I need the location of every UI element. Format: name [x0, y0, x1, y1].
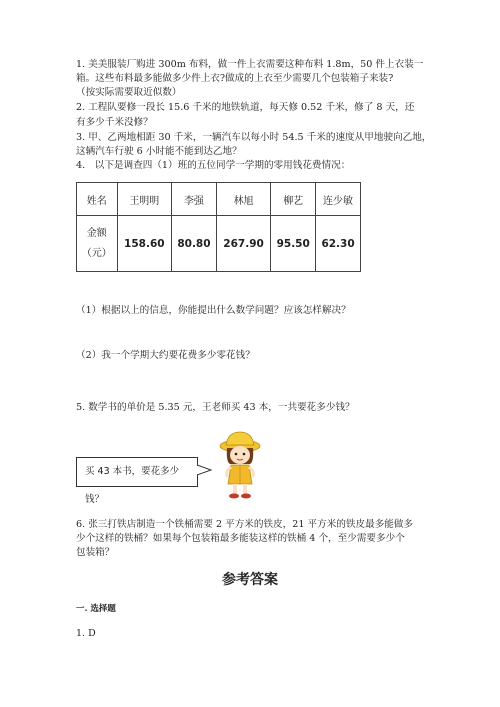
- table-amount-cell: 80.80: [172, 216, 217, 272]
- table-amount-cell: 158.60: [117, 216, 171, 272]
- girl-with-hat-icon: [216, 430, 264, 500]
- speech-bubble-icon: [197, 463, 213, 477]
- amount-label-line-2: （元）: [81, 247, 112, 259]
- question-4: 4. 以下是调查四（1）班的五位同学一学期的零用钱花费情况：: [76, 160, 351, 171]
- answers-section-title: 一. 选择题: [76, 604, 116, 614]
- spending-table: [76, 182, 361, 272]
- table-name-cell: 李强: [172, 183, 217, 216]
- speech-bubble: 买 43 本书，要花多少钱？: [76, 457, 198, 487]
- question-6-line-2: 少个这样的铁桶？如果每个包装箱最多能装这样的铁桶 4 个，至少需要多少个: [76, 533, 405, 544]
- table-name-cell: 连少敏: [316, 183, 361, 216]
- question-1-line-2: 箱。这些布料最多能做多少件上衣?做成的上衣至少需要几个包装箱子来装?: [76, 73, 394, 84]
- table-name-cell: 柳艺: [271, 183, 316, 216]
- question-3-line-2: 这辆汽车行驶 6 小时能不能到达乙地？: [76, 146, 242, 157]
- question-4-sub-1: （1）根据以上的信息，你能提出什么数学问题？应该怎样解决？: [76, 305, 351, 316]
- answer-1: 1. D: [76, 628, 96, 639]
- question-3-line-1: 3. 甲、乙两地相距 30 千米，一辆汽车以每小时 54.5 千米的速度从甲地驶向乙地，: [76, 132, 432, 143]
- answers-title: 参考答案: [222, 572, 278, 588]
- table-amount-cell: 95.50: [271, 216, 316, 272]
- question-5: 5. 数学书的单价是 5.35 元，王老师买 43 本，一共要花多少钱？: [76, 402, 355, 413]
- table-amount-cell: 267.90: [216, 216, 270, 272]
- question-2-line-2: 有多少千米没修？: [76, 117, 153, 128]
- table-name-cell: 王明明: [117, 183, 171, 216]
- question-1-line-1: 1. 美美服装厂购进 300m 布料，做一件上衣需要这种布料 1.8m，50 件上衣装一: [76, 59, 424, 70]
- question-2-line-1: 2. 工程队要修一段长 15.6 千米的地铁轨道，每天修 0.52 千米，修了 8 天，还: [76, 102, 415, 113]
- table-amount-label: [77, 216, 118, 272]
- table-name-cell: 林旭: [216, 183, 270, 216]
- table-row: [77, 216, 361, 272]
- question-6-line-3: 包装箱？: [76, 547, 115, 558]
- question-6-line-1: 6. 张三打铁店制造一个铁桶需要 2 平方米的铁皮，21 平方米的铁皮最多能做多: [76, 519, 414, 530]
- question-5-illustration: [76, 430, 276, 505]
- table-row: [77, 183, 361, 216]
- table-header-label: 姓名: [77, 183, 118, 216]
- question-4-sub-2: （2）我一个学期大约要花费多少零花钱？: [76, 350, 255, 361]
- table-amount-cell: 62.30: [316, 216, 361, 272]
- amount-label-line-1: 金额: [86, 227, 107, 239]
- question-1-line-3: （按实际需要取近似数）: [76, 87, 182, 98]
